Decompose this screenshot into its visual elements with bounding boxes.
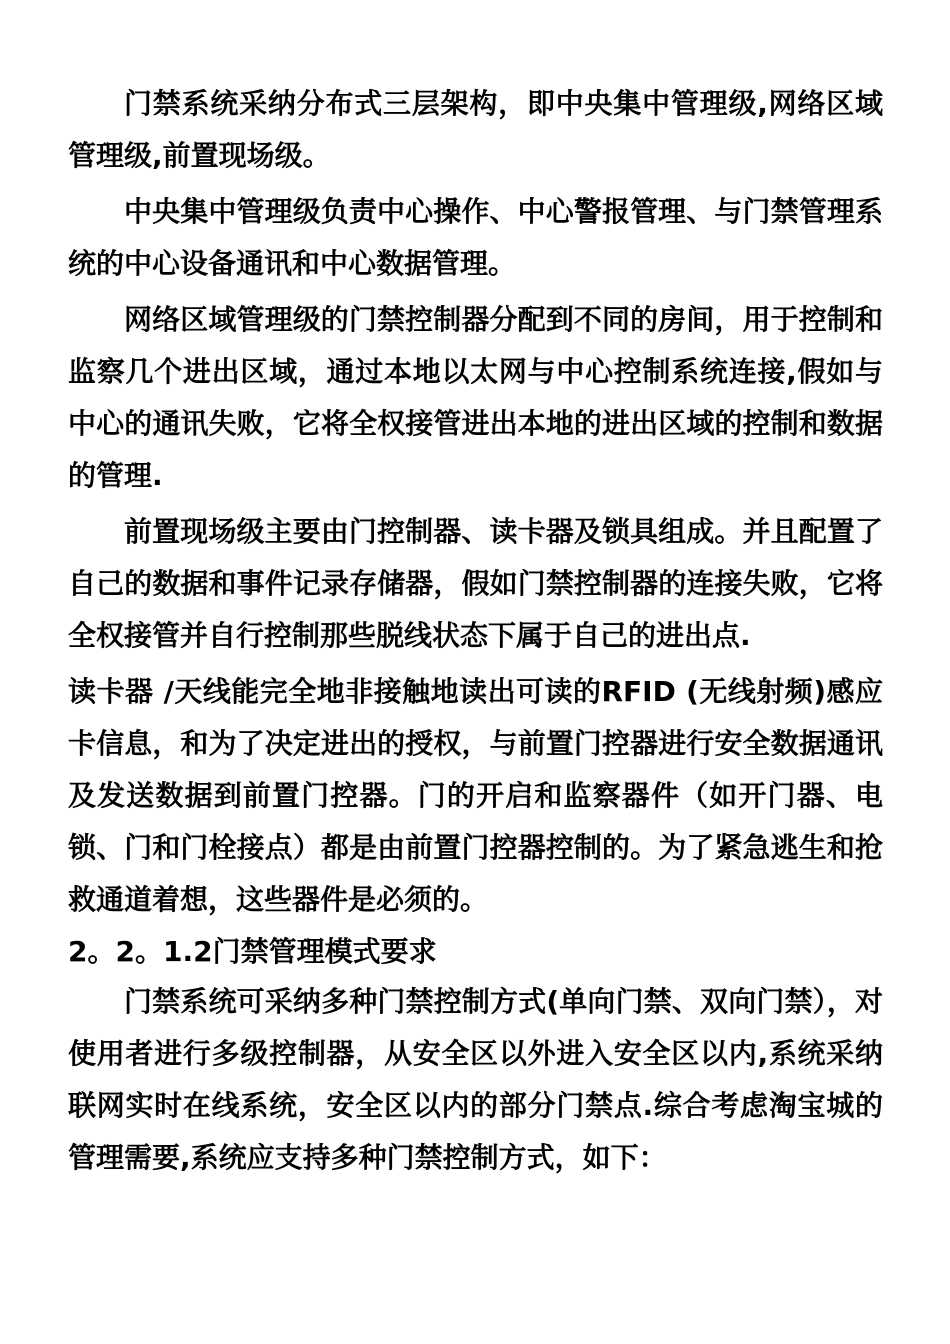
- paragraph-architecture: 门禁系统采纳分布式三层架构，即中央集中管理级,网络区域管理级,前置现场级。: [68, 87, 883, 172]
- document-body: [68, 78, 883, 1184]
- paragraph-central-management: 中央集中管理级负责中心操作、中心警报管理、与门禁管理系统的中心设备通讯和中心数据管理。: [68, 195, 883, 280]
- paragraph-network-management: 网络区域管理级的门禁控制器分配到不同的房间，用于控制和监察几个进出区域，通过本地以太网与中心控制系统连接,假如与中心的通讯失败，它将全权接管进出本地的进出区域的控制和数据的管理.: [68, 303, 883, 492]
- section-heading: 2。2。1.2门禁管理模式要求: [68, 935, 437, 968]
- paragraph-card-reader: 读卡器 /天线能完全地非接触地读出可读的RFID (无线射频)感应卡信息，和为了决定进出的授权，与前置门控器进行安全数据通讯及发送数据到前置门控器。门的开启和监察器件（如开门器、电锁、门和门栓接点）都是由前置门控器控制的。为了紧急逃生和抢救通道着想，这些器件是必须的。: [68, 675, 883, 916]
- paragraph-control-modes: 门禁系统可采纳多种门禁控制方式(单向门禁、双向门禁），对使用者进行多级控制器，从安全区以外进入安全区以内,系统采纳联网实时在线系统，安全区以内的部分门禁点.综合考虑淘宝城的管理需要,系统应支持多种门禁控制方式，如下：: [68, 985, 883, 1174]
- paragraph-field-level: 前置现场级主要由门控制器、读卡器及锁具组成。并且配置了自己的数据和事件记录存储器，假如门禁控制器的连接失败，它将全权接管并自行控制那些脱线状态下属于自己的进出点.: [68, 515, 883, 652]
